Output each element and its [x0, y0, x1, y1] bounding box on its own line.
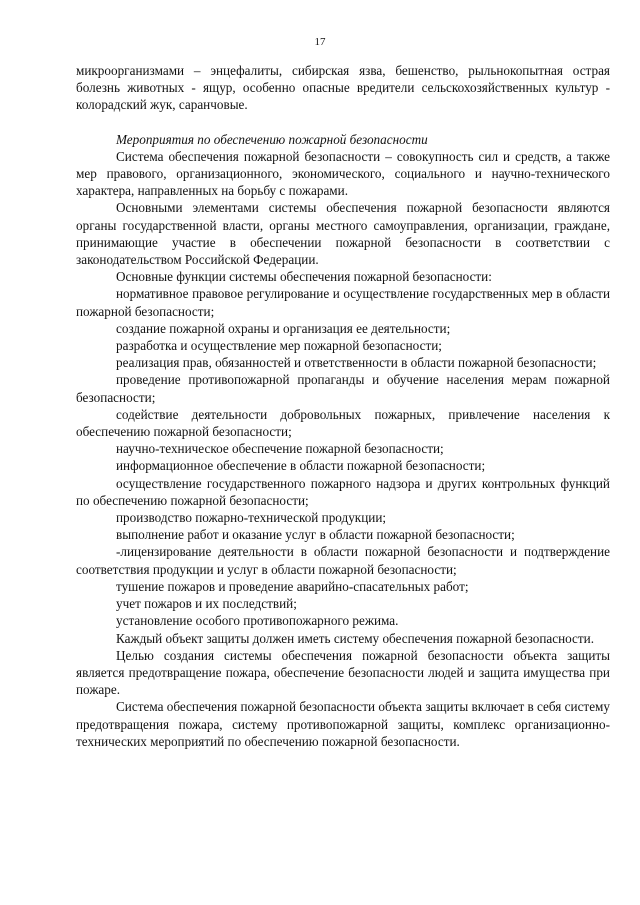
- list-item: нормативное правовое регулирование и осуществление государственных мер в области пожарной безопасности;: [76, 286, 610, 319]
- paragraph-continuation: микроорганизмами – энцефалиты, сибирская язва, бешенство, рыльнокопытная острая болезнь животных - ящур, особенно опасные вредители сельскохозяйственных культур - колорадский жук, саранчовые.: [76, 63, 610, 113]
- list-item: разработка и осуществление мер пожарной безопасности;: [116, 338, 442, 354]
- paragraph-requirement: Каждый объект защиты должен иметь систему обеспечения пожарной безопасности.: [116, 630, 595, 646]
- page-body: [76, 62, 610, 750]
- list-item: установление особого противопожарного режима.: [116, 613, 399, 629]
- list-item: проведение противопожарной пропаганды и обучение населения мерам пожарной безопасности;: [76, 372, 610, 405]
- list-item: учет пожаров и их последствий;: [116, 596, 297, 612]
- list-item: выполнение работ и оказание услуг в области пожарной безопасности;: [116, 527, 515, 543]
- list-item: информационное обеспечение в области пожарной безопасности;: [116, 458, 486, 474]
- page-number: 17: [314, 36, 326, 48]
- list-item: содействие деятельности добровольных пожарных, привлечение населения к обеспечению пожарной безопасности;: [76, 406, 610, 440]
- list-item: производство пожарно-технической продукции;: [116, 510, 387, 526]
- paragraph-system-composition: Система обеспечения пожарной безопасности объекта защиты включает в себя систему предотвращения пожара, систему противопожарной защиты, комплекс организационно-технических мероприятий по обеспечению пожарной безопасности.: [76, 699, 610, 749]
- list-item: научно-техническое обеспечение пожарной безопасности;: [116, 441, 444, 457]
- paragraph-elements: Основными элементами системы обеспечения пожарной безопасности являются органы государственной власти, органы местного самоуправления, организации, граждане, принимающие участие в обеспечении пожарной безопасности в соответствии с законодательством Российской Федерации.: [76, 200, 610, 268]
- list-item: создание пожарной охраны и организация ее деятельности;: [116, 320, 451, 336]
- paragraph-definition: Система обеспечения пожарной безопасности – совокупность сил и средств, а также мер правового, организационного, экономического, социального и научно-технического характера, направленных на борьбу с пожарами.: [76, 148, 610, 199]
- paragraph-functions-intro: Основные функции системы обеспечения пожарной безопасности:: [116, 269, 492, 285]
- list-item: тушение пожаров и проведение аварийно-спасательных работ;: [116, 578, 469, 594]
- list-item: осуществление государственного пожарного надзора и других контрольных функций по обеспечению пожарной безопасности;: [76, 475, 610, 508]
- list-item: реализация прав, обязанностей и ответственности в области пожарной безопасности;: [116, 355, 597, 371]
- section-heading: Мероприятия по обеспечению пожарной безопасности: [116, 131, 428, 147]
- list-item: -лицензирование деятельности в области пожарной безопасности и подтверждение соответствия продукции и услуг в области пожарной безопасности;: [76, 544, 610, 577]
- paragraph-goal: Целью создания системы обеспечения пожарной безопасности объекта защиты является предотвращение пожара, обеспечение безопасности людей и защита имущества при пожаре.: [76, 647, 610, 698]
